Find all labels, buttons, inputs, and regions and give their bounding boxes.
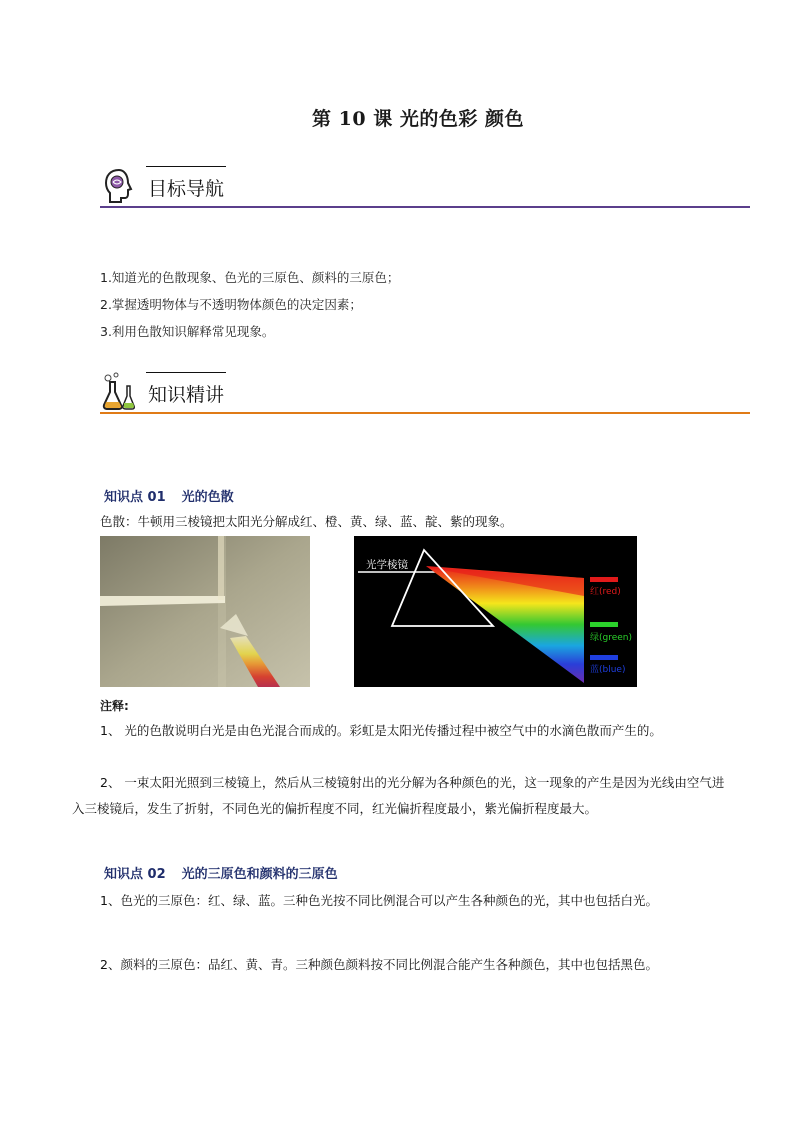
kp1-title xyxy=(104,486,234,505)
prism-label: 光学棱镜 xyxy=(366,559,408,571)
green-label: 绿(green) xyxy=(590,633,633,643)
lab-flask-icon xyxy=(102,372,136,412)
kp2-item-1: 1、色光的三原色：红、绿、蓝。三种色光按不同比例混合可以产生各种颜色的光，其中也包括白光。 xyxy=(100,893,658,908)
header-accent-line xyxy=(146,166,226,167)
note-title: 注释: xyxy=(100,699,129,713)
prism-dispersion-diagram xyxy=(354,536,637,687)
kp2-name: 光的三原色和颜料的三原色 xyxy=(181,867,338,882)
kp1-definition: 色散：牛顿用三棱镜把太阳光分解成红、橙、黄、绿、蓝、靛、紫的现象。 xyxy=(100,514,513,529)
red-swatch xyxy=(590,577,618,582)
page-title: 第 10 课 光的色彩 颜色 xyxy=(312,108,524,130)
brain-head-icon xyxy=(102,166,136,206)
red-label: 红(red) xyxy=(590,587,621,597)
header-accent-line xyxy=(146,372,226,373)
goal-item-3: 3.利用色散知识解释常见现象。 xyxy=(100,324,275,339)
goals-heading: 目标导航 xyxy=(148,178,225,200)
kp1-number: 知识点 01 xyxy=(104,490,166,505)
knowledge-heading: 知识精讲 xyxy=(148,384,225,406)
note-item-1: 1、 光的色散说明白光是由色光混合而成的。彩虹是太阳光传播过程中被空气中的水滴色散而产生的。 xyxy=(100,723,662,738)
kp2-item-2: 2、颜料的三原色：品红、黄、青。三种颜色颜料按不同比例混合能产生各种颜色，其中也包括黑色。 xyxy=(100,957,658,972)
note-item-2: 2、 一束太阳光照到三棱镜上，然后从三棱镜射出的光分解为各种颜色的光，这一现象的产生是因为光线由空气进入三棱镜后，发生了折射，不同色光的偏折程度不同，红光偏折程度最小，紫光偏折程度最大。 xyxy=(72,775,725,816)
kp2-number: 知识点 02 xyxy=(104,867,166,882)
prism-photo xyxy=(100,536,310,687)
knowledge-rule xyxy=(100,412,750,414)
blue-swatch xyxy=(590,655,618,660)
goal-item-2: 2.掌握透明物体与不透明物体颜色的决定因素； xyxy=(100,297,362,312)
kp1-name: 光的色散 xyxy=(181,490,234,505)
blue-label: 蓝(blue) xyxy=(590,665,626,675)
goal-item-1: 1.知道光的色散现象、色光的三原色、颜料的三原色； xyxy=(100,270,400,285)
kp2-title xyxy=(104,863,338,882)
goals-rule xyxy=(100,206,750,208)
green-swatch xyxy=(590,622,618,627)
